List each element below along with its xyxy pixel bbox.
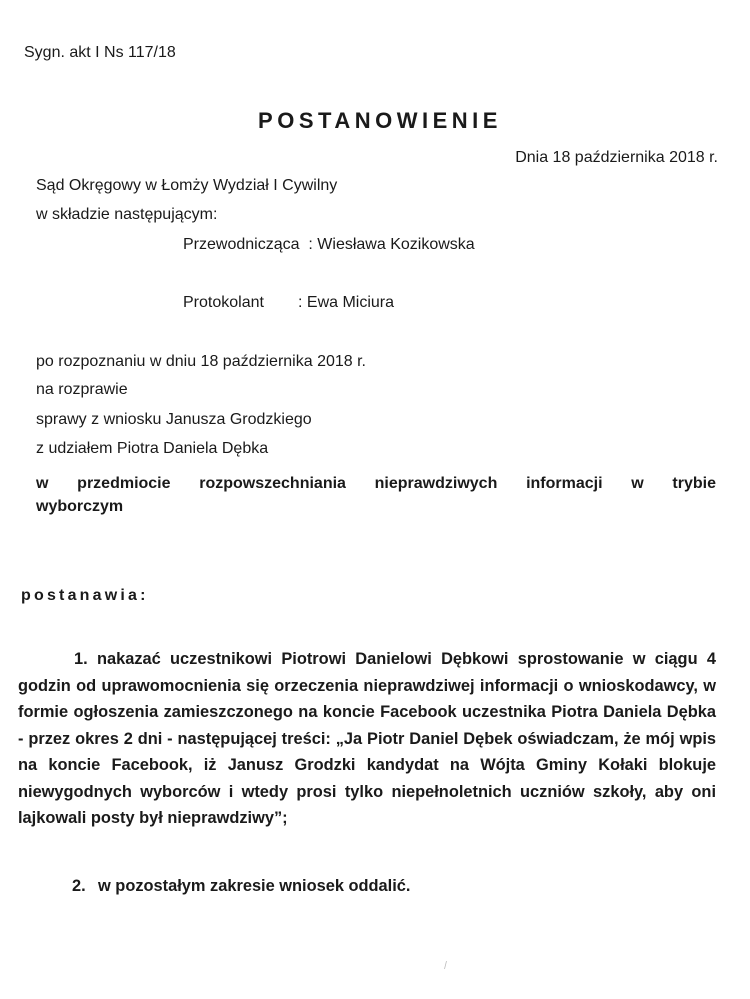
court-name: Sąd Okręgowy w Łomży Wydział I Cywilny — [36, 177, 338, 194]
ruling-item-1-number: 1. — [74, 650, 88, 668]
subject-line-2: wyborczym — [36, 498, 124, 515]
clerk-name: : Ewa Miciura — [298, 294, 395, 311]
ruling-item-2-number: 2. — [72, 877, 86, 895]
chair-line — [183, 236, 475, 254]
ruling-item-2-text: w pozostałym zakresie wniosek oddalić. — [98, 877, 411, 895]
composition-label: w składzie następującym: — [36, 206, 218, 223]
scan-speck — [444, 961, 447, 969]
chair-name: : Wiesława Kozikowska — [308, 236, 475, 253]
considered-line: po rozpoznaniu w dniu 18 października 2018 r. — [36, 353, 366, 370]
petition-line: sprawy z wniosku Janusza Grodzkiego — [36, 411, 312, 428]
case-signature: Sygn. akt I Ns 117/18 — [24, 44, 176, 61]
decides-heading: postanawia: — [21, 587, 149, 604]
hearing-line: na rozprawie — [36, 381, 128, 398]
document-date: Dnia 18 października 2018 r. — [515, 149, 718, 166]
clerk-label: Protokolant — [183, 294, 264, 311]
ruling-item-1 — [18, 646, 716, 832]
ruling-item-2 — [72, 877, 410, 896]
ruling-item-1-text: nakazać uczestnikowi Piotrowi Danielowi Dębkowi sprostowanie w ciągu 4 godzin od uprawomocnienia się orzeczenia nieprawdziwej informacji o wnioskodawcy, w formie ogłoszenia zamieszczonego na koncie Facebook uczestnika Piotra Daniela Dębka - przez okres 2 dni - następującej treści: „Ja Piotr Daniel Dębek oświadczam, że mój wpis na koncie Facebook, iż Janusz Grodzki kandydat na Wójta Gminy Kołaki blokuje niewygodnych wyborców i wtedy prosi tylko niepełnoletnich uczniów szkoły, aby oni lajkowali posty był nieprawdziwy”; — [18, 650, 716, 827]
document-title: POSTANOWIENIE — [258, 108, 502, 133]
participant-line: z udziałem Piotra Daniela Dębka — [36, 440, 269, 457]
subject-line-1: w przedmiocie rozpowszechniania nieprawdziwych informacji w trybie — [36, 475, 716, 492]
clerk-line — [183, 294, 394, 312]
chair-label: Przewodnicząca — [183, 236, 300, 253]
